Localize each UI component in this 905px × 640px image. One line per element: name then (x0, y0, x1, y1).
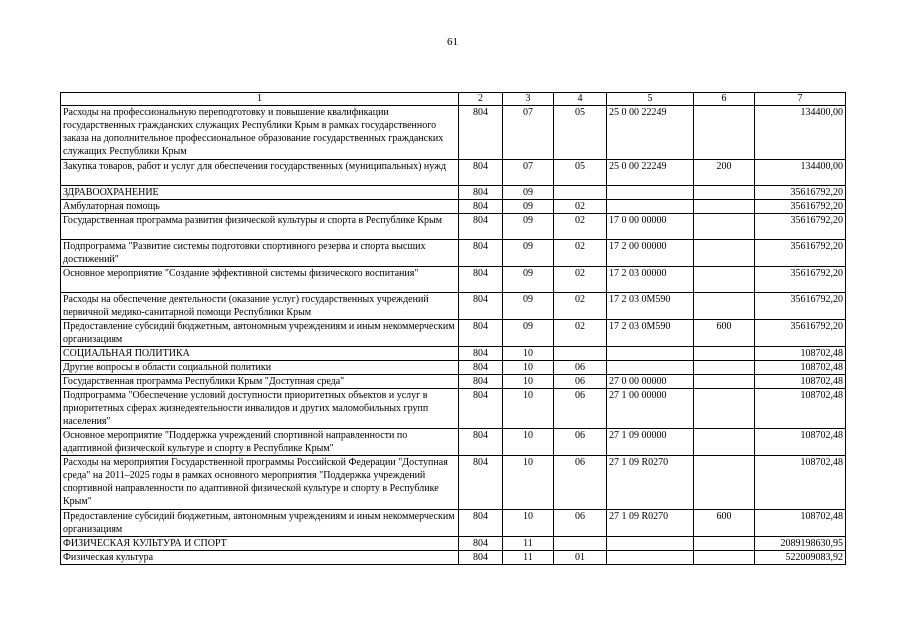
table-row (61, 537, 846, 551)
row-name: ЗДРАВООХРАНЕНИЕ (61, 186, 459, 200)
table-row (61, 267, 846, 293)
page-number: 61 (447, 36, 458, 48)
row-subsection-code: 02 (554, 214, 607, 240)
row-subsection-code: 05 (554, 160, 607, 186)
row-expense-type (694, 347, 755, 361)
row-name: Подпрограмма "Обеспечение условий доступности приоритетных объектов и услуг в приоритетных сферах жизнедеятельности инвалидов и других маломобильных групп населения" (61, 389, 459, 429)
header-col-1: 1 (61, 93, 459, 106)
row-section-code: 10 (503, 375, 554, 389)
row-section-code: 10 (503, 429, 554, 456)
row-expense-type (694, 389, 755, 429)
row-target-article: 27 1 09 R0270 (607, 510, 694, 537)
row-section-code: 09 (503, 186, 554, 200)
row-amount: 108702,48 (755, 429, 846, 456)
row-ved-code: 804 (459, 510, 503, 537)
row-section-code: 10 (503, 456, 554, 510)
row-ved-code: 804 (459, 456, 503, 510)
row-expense-type (694, 537, 755, 551)
row-target-article (607, 186, 694, 200)
row-target-article: 17 2 03 00000 (607, 267, 694, 293)
row-target-article (607, 347, 694, 361)
row-target-article (607, 361, 694, 375)
row-subsection-code: 06 (554, 429, 607, 456)
row-expense-type (694, 293, 755, 320)
table-row (61, 551, 846, 565)
row-expense-type (694, 200, 755, 214)
row-subsection-code: 02 (554, 200, 607, 214)
table-row (61, 106, 846, 160)
row-amount: 108702,48 (755, 347, 846, 361)
row-amount: 134400,00 (755, 106, 846, 160)
row-section-code: 11 (503, 537, 554, 551)
row-subsection-code: 06 (554, 389, 607, 429)
row-subsection-code: 06 (554, 361, 607, 375)
row-ved-code: 804 (459, 320, 503, 347)
row-name: Предоставление субсидий бюджетным, автономным учреждениям и иным некоммерческим организациям (61, 510, 459, 537)
row-target-article: 17 2 00 00000 (607, 240, 694, 267)
row-subsection-code (554, 186, 607, 200)
row-name: Расходы на профессиональную переподготовку и повышение квалификации государственных гражданских служащих Республики Крым в рамках государственного заказа на дополнительное профессиональное образование государственных гражданских служащих Республики Крым (61, 106, 459, 160)
row-target-article (607, 551, 694, 565)
row-ved-code: 804 (459, 551, 503, 565)
row-expense-type (694, 106, 755, 160)
row-expense-type (694, 456, 755, 510)
row-ved-code: 804 (459, 537, 503, 551)
row-section-code: 10 (503, 389, 554, 429)
row-ved-code: 804 (459, 293, 503, 320)
row-expense-type (694, 551, 755, 565)
row-section-code: 11 (503, 551, 554, 565)
header-col-3: 3 (503, 93, 554, 106)
header-col-5: 5 (607, 93, 694, 106)
row-subsection-code: 06 (554, 456, 607, 510)
row-ved-code: 804 (459, 214, 503, 240)
row-expense-type (694, 429, 755, 456)
row-ved-code: 804 (459, 160, 503, 186)
row-amount: 2089198630,95 (755, 537, 846, 551)
row-subsection-code (554, 347, 607, 361)
row-amount: 134400,00 (755, 160, 846, 186)
row-section-code: 10 (503, 361, 554, 375)
row-target-article: 17 2 03 0М590 (607, 320, 694, 347)
row-expense-type: 600 (694, 320, 755, 347)
row-name: ФИЗИЧЕСКАЯ КУЛЬТУРА И СПОРТ (61, 537, 459, 551)
row-amount: 35616792,20 (755, 200, 846, 214)
table-row (61, 361, 846, 375)
row-ved-code: 804 (459, 429, 503, 456)
row-subsection-code: 02 (554, 320, 607, 347)
row-subsection-code: 02 (554, 240, 607, 267)
row-section-code: 07 (503, 160, 554, 186)
row-expense-type (694, 186, 755, 200)
row-expense-type (694, 361, 755, 375)
row-expense-type (694, 267, 755, 293)
row-section-code: 09 (503, 214, 554, 240)
row-ved-code: 804 (459, 106, 503, 160)
row-section-code: 09 (503, 200, 554, 214)
row-section-code: 09 (503, 240, 554, 267)
row-section-code: 10 (503, 510, 554, 537)
row-amount: 35616792,20 (755, 267, 846, 293)
row-subsection-code: 06 (554, 375, 607, 389)
row-amount: 108702,48 (755, 375, 846, 389)
row-subsection-code (554, 537, 607, 551)
header-col-7: 7 (755, 93, 846, 106)
row-ved-code: 804 (459, 389, 503, 429)
row-ved-code: 804 (459, 186, 503, 200)
row-amount: 108702,48 (755, 361, 846, 375)
row-target-article: 17 0 00 00000 (607, 214, 694, 240)
row-name: СОЦИАЛЬНАЯ ПОЛИТИКА (61, 347, 459, 361)
table-row (61, 214, 846, 240)
header-col-2: 2 (459, 93, 503, 106)
row-section-code: 09 (503, 320, 554, 347)
header-row (61, 93, 846, 106)
table-row (61, 347, 846, 361)
row-ved-code: 804 (459, 240, 503, 267)
row-name: Расходы на мероприятия Государственной программы Российской Федерации "Доступная среда" на 2011–2025 годы в рамках основного мероприятия "Поддержка учреждений спортивной направленности по адаптивной физической культуре и спорту в Республике Крым" (61, 456, 459, 510)
row-expense-type: 600 (694, 510, 755, 537)
row-amount: 108702,48 (755, 389, 846, 429)
row-target-article: 27 1 00 00000 (607, 389, 694, 429)
row-section-code: 09 (503, 267, 554, 293)
row-ved-code: 804 (459, 361, 503, 375)
row-name: Другие вопросы в области социальной политики (61, 361, 459, 375)
header-col-6: 6 (694, 93, 755, 106)
row-target-article: 27 0 00 00000 (607, 375, 694, 389)
header-col-4: 4 (554, 93, 607, 106)
row-name: Амбулаторная помощь (61, 200, 459, 214)
row-name: Закупка товаров, работ и услуг для обеспечения государственных (муниципальных) нужд (61, 160, 459, 186)
table-body (61, 106, 846, 565)
table-row (61, 389, 846, 429)
row-target-article: 27 1 09 R0270 (607, 456, 694, 510)
row-amount: 35616792,20 (755, 214, 846, 240)
table-row (61, 375, 846, 389)
row-ved-code: 804 (459, 347, 503, 361)
table-row (61, 429, 846, 456)
row-subsection-code: 05 (554, 106, 607, 160)
row-target-article (607, 200, 694, 214)
row-name: Физическая культура (61, 551, 459, 565)
row-amount: 35616792,20 (755, 320, 846, 347)
row-section-code: 10 (503, 347, 554, 361)
row-subsection-code: 06 (554, 510, 607, 537)
row-target-article: 25 0 00 22249 (607, 106, 694, 160)
row-expense-type (694, 214, 755, 240)
row-amount: 522009083,92 (755, 551, 846, 565)
row-amount: 35616792,20 (755, 186, 846, 200)
row-ved-code: 804 (459, 267, 503, 293)
budget-table (60, 92, 846, 565)
row-section-code: 07 (503, 106, 554, 160)
row-target-article (607, 537, 694, 551)
row-target-article: 17 2 03 0М590 (607, 293, 694, 320)
table-row (61, 160, 846, 186)
table-row (61, 320, 846, 347)
table-row (61, 293, 846, 320)
row-amount: 108702,48 (755, 456, 846, 510)
table-row (61, 200, 846, 214)
row-ved-code: 804 (459, 375, 503, 389)
table-row (61, 456, 846, 510)
row-amount: 35616792,20 (755, 293, 846, 320)
row-target-article: 27 1 09 00000 (607, 429, 694, 456)
row-ved-code: 804 (459, 200, 503, 214)
row-name: Предоставление субсидий бюджетным, автономным учреждениям и иным некоммерческим организациям (61, 320, 459, 347)
row-name: Основное мероприятие "Поддержка учреждений спортивной направленности по адаптивной физической культуре и спорту в Республике Крым" (61, 429, 459, 456)
row-subsection-code: 02 (554, 293, 607, 320)
row-subsection-code: 02 (554, 267, 607, 293)
row-target-article: 25 0 00 22249 (607, 160, 694, 186)
row-subsection-code: 01 (554, 551, 607, 565)
row-expense-type (694, 240, 755, 267)
row-expense-type (694, 375, 755, 389)
row-name: Государственная программа развития физической культуры и спорта в Республике Крым (61, 214, 459, 240)
row-amount: 108702,48 (755, 510, 846, 537)
row-name: Государственная программа Республики Крым "Доступная среда" (61, 375, 459, 389)
row-name: Подпрограмма "Развитие системы подготовки спортивного резерва и спорта высших достижений" (61, 240, 459, 267)
row-name: Расходы на обеспечение деятельности (оказание услуг) государственных учреждений первичной медико-санитарной помощи Республики Крым (61, 293, 459, 320)
table-row (61, 186, 846, 200)
row-expense-type: 200 (694, 160, 755, 186)
row-section-code: 09 (503, 293, 554, 320)
row-name: Основное мероприятие "Создание эффективной системы физического воспитания" (61, 267, 459, 293)
row-amount: 35616792,20 (755, 240, 846, 267)
table-row (61, 510, 846, 537)
table-row (61, 240, 846, 267)
